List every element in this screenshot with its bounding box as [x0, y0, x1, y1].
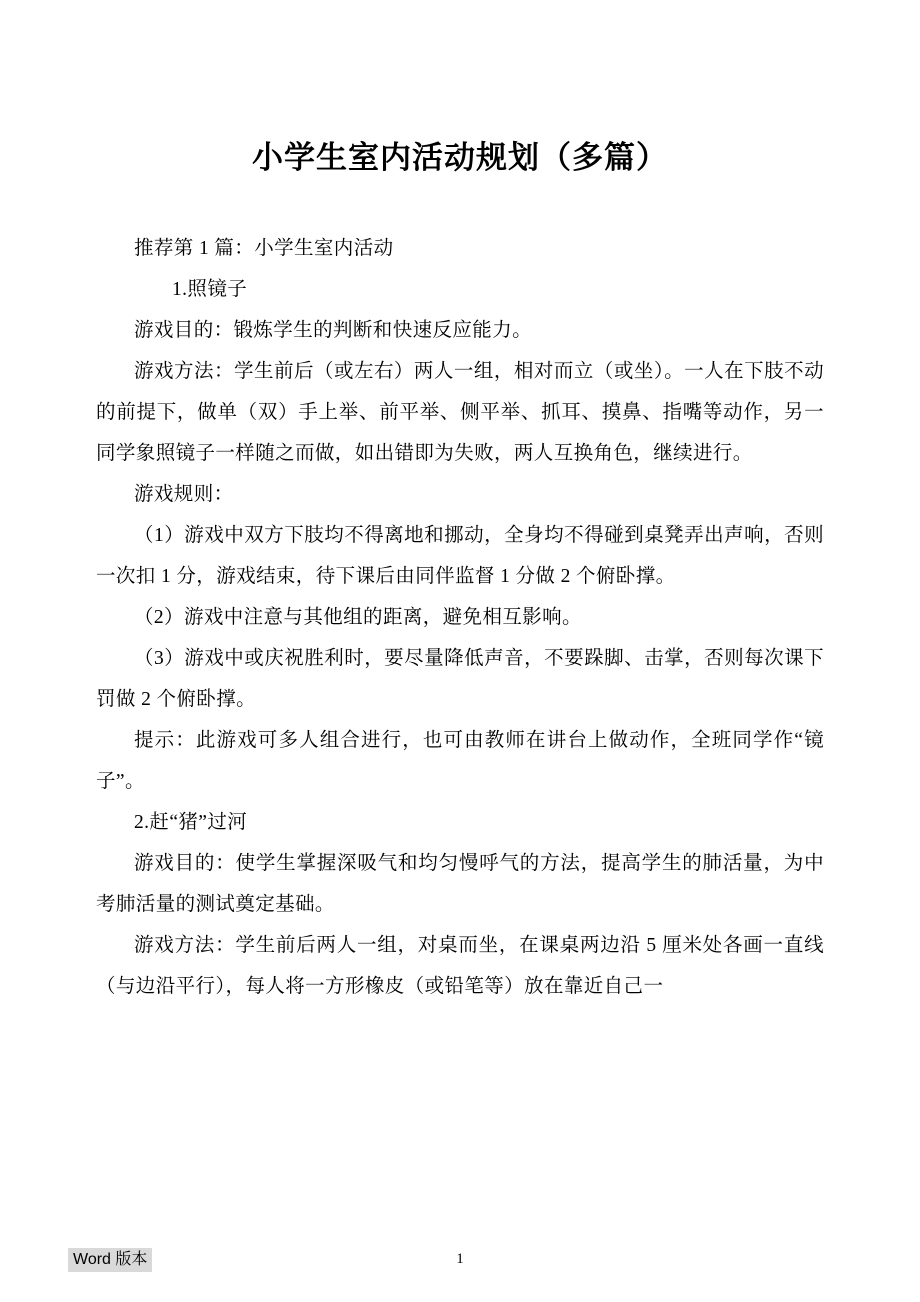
paragraph-rule-3: （3）游戏中或庆祝胜利时，要尽量降低声音，不要跺脚、击掌，否则每次课下罚做 2 个俯卧撑。 — [96, 648, 824, 711]
paragraph-tip-1: 提示：此游戏可多人组合进行，也可由教师在讲台上做动作，全班同学作“镜子”。 — [96, 730, 824, 793]
paragraph-game-rules-heading: 游戏规则： — [134, 484, 234, 506]
footer-page-number: 1 — [456, 1251, 464, 1267]
document-body — [96, 0, 824, 1007]
paragraph-item-1-heading: 1.照镜子 — [172, 279, 248, 301]
footer-word-version-badge: Word 版本 — [68, 1248, 152, 1272]
page-title: 小学生室内活动规划（多篇） — [252, 140, 668, 175]
paragraph-recommend-heading: 推荐第 1 篇：小学生室内活动 — [134, 238, 394, 260]
paragraph-game-purpose-2: 游戏目的：使学生掌握深吸气和均匀慢呼气的方法，提高学生的肺活量，为中考肺活量的测试奠定基础。 — [96, 853, 824, 916]
paragraph-game-method-1: 游戏方法：学生前后（或左右）两人一组，相对而立（或坐）。一人在下肢不动的前提下，做单（双）手上举、前平举、侧平举、抓耳、摸鼻、指嘴等动作，另一同学象照镜子一样随之而做，如出错即为失败，两人互换角色，继续进行。 — [96, 361, 824, 465]
paragraph-game-purpose-1: 游戏目的：锻炼学生的判断和快速反应能力。 — [134, 320, 533, 342]
paragraph-rule-2: （2）游戏中注意与其他组的距离，避免相互影响。 — [134, 607, 582, 629]
page-footer — [0, 1248, 920, 1274]
paragraph-item-2-heading: 2.赶“猪”过河 — [134, 812, 248, 834]
paragraph-game-method-2: 游戏方法：学生前后两人一组，对桌而坐，在课桌两边沿 5 厘米处各画一直线（与边沿平行），每人将一方形橡皮（或铅笔等）放在靠近自己一 — [96, 935, 824, 998]
paragraph-rule-1: （1）游戏中双方下肢均不得离地和挪动，全身均不得碰到桌凳弄出声响，否则一次扣 1 分，游戏结束，待下课后由同伴监督 1 分做 2 个俯卧撑。 — [96, 525, 824, 588]
